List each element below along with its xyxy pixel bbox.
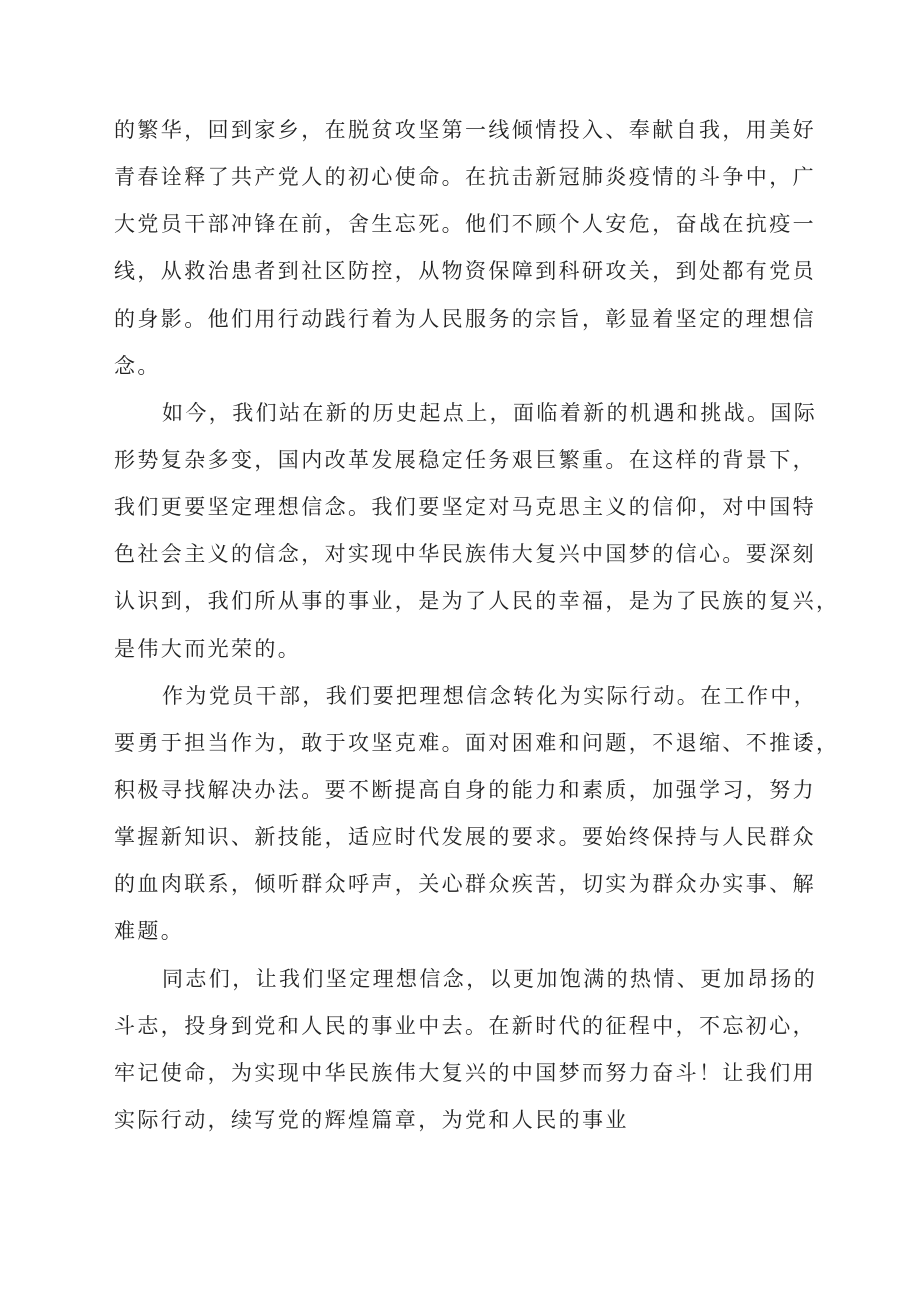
text-line: 的血肉联系，倾听群众呼声，关心群众疾苦，切实为群众办实事、解: [114, 872, 816, 897]
text-line: 我们更要坚定理想信念。我们要坚定对马克思主义的信仰，对中国特: [114, 495, 816, 520]
text-line: 积极寻找解决办法。要不断提高自身的能力和素质，加强学习，努力: [114, 777, 816, 802]
text-line: 实际行动，续写党的辉煌篇章，为党和人民的事业: [114, 1107, 629, 1132]
text-line: 青春诠释了共产党人的初心使命。在抗击新冠肺炎疫情的斗争中，广: [114, 165, 816, 190]
paragraph: [114, 107, 824, 390]
text-line: 同志们，让我们坚定理想信念，以更加饱满的热情、更加昂扬的: [162, 966, 818, 991]
text-line: 要勇于担当作为，敢于攻坚克难。面对困难和问题，不退缩、不推诿，: [114, 730, 840, 755]
text-line: 斗志，投身到党和人民的事业中去。在新时代的征程中，不忘初心，: [114, 1013, 816, 1038]
text-line: 掌握新知识、新技能，适应时代发展的要求。要始终保持与人民群众: [114, 825, 816, 850]
text-line: 认识到，我们所从事的事业，是为了人民的幸福，是为了民族的复兴，: [114, 589, 840, 614]
paragraph: [114, 673, 840, 956]
paragraph: [114, 956, 824, 1145]
text-line: 的身影。他们用行动践行着为人民服务的宗旨，彰显着坚定的理想信: [114, 306, 816, 331]
text-line: 作为党员干部，我们要把理想信念转化为实际行动。在工作中，: [162, 683, 818, 708]
text-line: 色社会主义的信念，对实现中华民族伟大复兴中国梦的信心。要深刻: [114, 542, 816, 567]
text-line: 念。: [114, 353, 161, 378]
paragraph: [114, 390, 840, 673]
text-line: 如今，我们站在新的历史起点上，面临着新的机遇和挑战。国际: [162, 400, 818, 425]
text-line: 是伟大而光荣的。: [114, 636, 302, 661]
text-line: 牢记使命，为实现中华民族伟大复兴的中国梦而努力奋斗！让我们用: [114, 1060, 816, 1085]
document-body: [114, 107, 840, 1144]
text-line: 难题。: [114, 919, 185, 944]
text-line: 的繁华，回到家乡，在脱贫攻坚第一线倾情投入、奉献自我，用美好: [114, 118, 816, 142]
text-line: 形势复杂多变，国内改革发展稳定任务艰巨繁重。在这样的背景下，: [114, 447, 816, 472]
text-line: 线，从救治患者到社区防控，从物资保障到科研攻关，到处都有党员: [114, 259, 816, 284]
text-line: 大党员干部冲锋在前，舍生忘死。他们不顾个人安危，奋战在抗疫一: [114, 212, 816, 237]
